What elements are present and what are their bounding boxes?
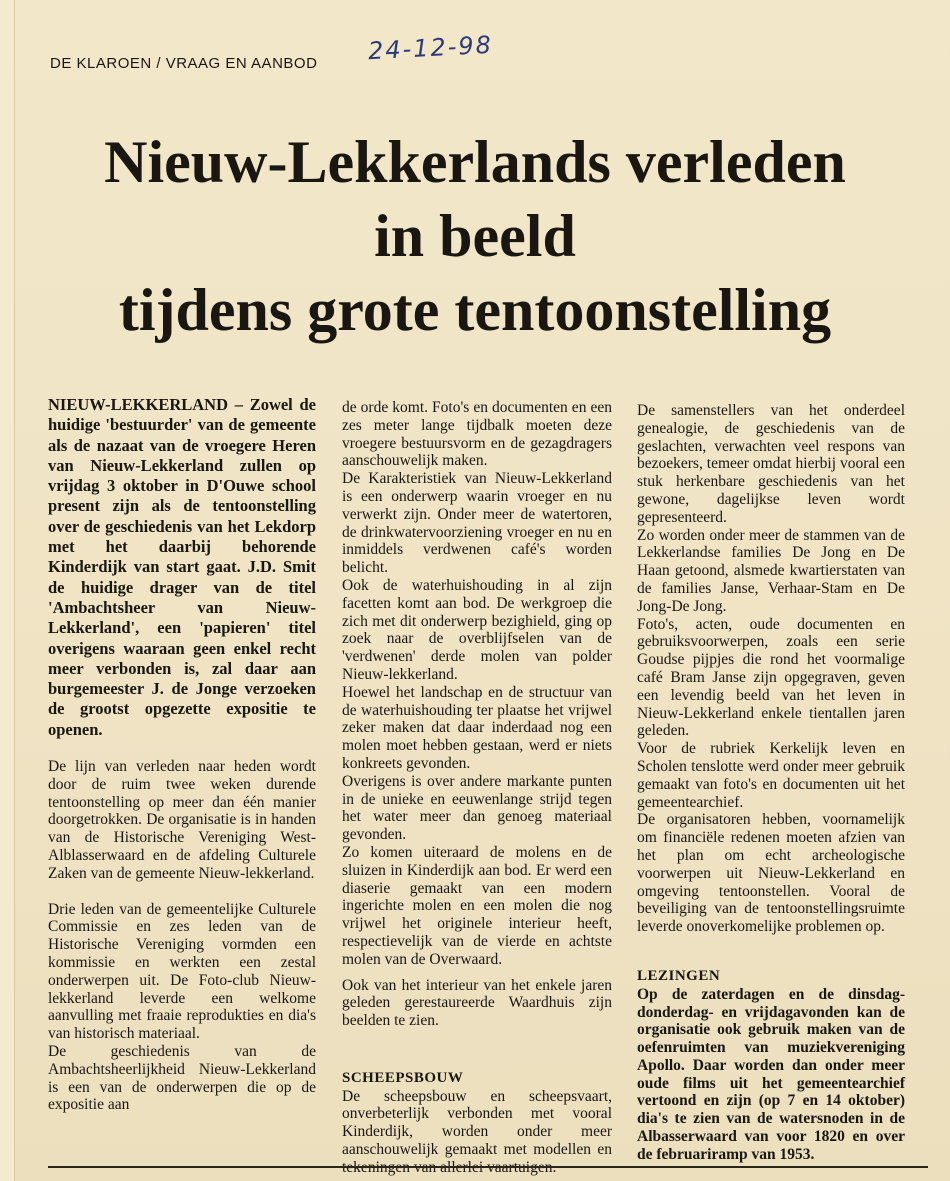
- paragraph: De organisatoren hebben, voornamelijk om financiële redenen moeten afzien van het plan om echt archeologische voorwerpen uit Nieuw-Lekkerland en omgeving tentoonstellen. Vooral de beveiliging van de tentoonstellingsruimte leverde onoverkomelijke problemen op.: [637, 811, 905, 936]
- paragraph: Overigens is over andere markante punten in de unieke en eeuwenlange strijd tegen het water meer dan genoeg materiaal gevonden.: [342, 772, 612, 844]
- paragraph: Hoewel het landschap en de structuur van de waterhuishouding ter plaatse het vrijwel zeker maken dat daar inderdaad nog een molen moet hebben gestaan, werd er niets konkreets gevonden.: [342, 683, 612, 772]
- subheading-lezingen: LEZINGEN: [637, 967, 721, 984]
- article-column-3: [637, 402, 905, 1164]
- paragraph: Ook de waterhuishouding in al zijn facetten komt aan bod. De werkgroep die zich met dit onderwerp bezighield, ging op zoek naar de overblijfselen van de 'verdwenen' derde molen van polder Nieuw-lekkerland.: [342, 576, 612, 683]
- headline-line-3: tijdens grote tentoonstelling: [118, 277, 832, 343]
- paragraph: Voor de rubriek Kerkelijk leven en Scholen tenslotte werd onder meer gebruik gemaakt van foto's en documenten uit het gemeentearchief.: [637, 740, 905, 811]
- headline-line-2: in beeld: [374, 203, 576, 269]
- article-column-2: [342, 399, 612, 1177]
- paragraph: Zo komen uiteraard de molens en de sluizen in Kinderdijk aan bod. Er werd een diaserie gemaakt van een modern ingerichte molen en een molen die nog vrijwel het originele interieur heeft, respectievelijk van de vierde en achtste molen van de Overwaard.: [342, 843, 612, 968]
- paragraph: de orde komt. Foto's en documenten en een zes meter lange tijdbalk moeten deze vroegere bestuursvorm en de gezagdragers aanschouwelijk maken.: [342, 399, 612, 470]
- article-column-1: [48, 395, 316, 1114]
- paragraph: De lijn van verleden naar heden wordt door de ruim twee weken durende tentoonstelling op meer dan één manier doorgetrokken. De organisatie is in handen van de Historische Vereniging West-Alblasserwaard en de afdeling Culturele Zaken van de gemeente Nieuw-lekkerland.: [48, 758, 316, 882]
- paragraph: Zo worden onder meer de stammen van de Lekkerlandse families De Jong en De Haan getoond, alsmede kwartierstaten van de families Janse, Verhaar-Stam en De Jong-De Jong.: [637, 526, 905, 615]
- paragraph: Ook van het interieur van het enkele jaren geleden gerestaureerde Waardhuis zijn beelden te zien.: [342, 976, 612, 1030]
- headline-line-1: Nieuw-Lekkerlands verleden: [104, 129, 846, 195]
- bottom-rule: [48, 1166, 928, 1168]
- paragraph: De geschiedenis van de Ambachtsheerlijkheid Nieuw-Lekkerland is een van de onderwerpen die op de expositie aan: [48, 1043, 316, 1114]
- paragraph: Foto's, acten, oude documenten en gebruiksvoorwerpen, zoals een serie Goudse pijpjes die rond het voormalige café Bram Janse zijn opgegraven, geven een levendig beeld van het leven in Nieuw-Lekkerland enkele tientallen jaren geleden.: [637, 615, 905, 740]
- paragraph: Drie leden van de gemeentelijke Culturele Commissie en zes leden van de Historische Vereniging vormden een kommissie en werkten een zestal onderwerpen uit. De Foto-club Nieuw-lekkerland leverde een welkome aanvulling met fraaie reprodukties en dia's van historisch materiaal.: [48, 900, 316, 1043]
- paragraph: De scheepsbouw en scheepsvaart, onverbeterlijk verbonden met vooral Kinderdijk, worden onder meer aanschouwelijk gemaakt met modellen en: [342, 1087, 612, 1159]
- handwritten-date: 24-12-98: [367, 30, 494, 66]
- headline: [40, 125, 910, 347]
- paragraph: De samenstellers van het onderdeel genealogie, de geschiedenis van de geslachten, verwachten veel respons van bezoekers, temeer omdat hierbij vooral een stuk herkenbare geschiedenis van het gewone, dagelijkse leven wordt gepresenteerd.: [637, 402, 905, 526]
- lead-paragraph: NIEUW-LEKKERLAND – Zowel de huidige 'bestuurder' van de gemeente als de nazaat van de vroegere Heren van Nieuw-Lekkerland zullen op vrijdag 3 oktober in D'Ouwe school present zijn als de tentoonstelling over de geschiedenis van het Lekdorp met het daarbij behorende Kinderdijk van start gaat. J.D. Smit de huidige drager van de titel 'Ambachtsheer van Nieuw-Lekkerland', een 'papieren' titel overigens waaraan geen enkel recht meer verbonden is, zal daar aan burgemeester J. de Jonge verzoeken de grootst opgezette expositie te openen.: [48, 395, 316, 739]
- paragraph: De Karakteristiek van Nieuw-Lekkerland is een onderwerp waarin vroeger en nu verwerkt zijn. Onder meer de watertoren, de drinkwatervoorziening vroeger en nu en inmiddels verdwenen café's worden belicht.: [342, 470, 612, 577]
- paragraph: Op de zaterdagen en de dinsdag- donderdag- en vrijdagavonden kan de organisatie ook gebruik maken van de oefenruimten van muziekvereniging Apollo. Daar worden dan onder meer oude films uit het gemeentearchief vertoond en zijn (op 7 en 14 oktober) dia's te zien van de watersnoden in de Albasserwaard van voor 1820 en over de februariramp van 1953.: [637, 985, 905, 1163]
- section-label: DE KLAROEN / VRAAG EN AANBOD: [50, 55, 318, 72]
- subheading-scheepsbouw: SCHEEPSBOUW: [342, 1069, 464, 1086]
